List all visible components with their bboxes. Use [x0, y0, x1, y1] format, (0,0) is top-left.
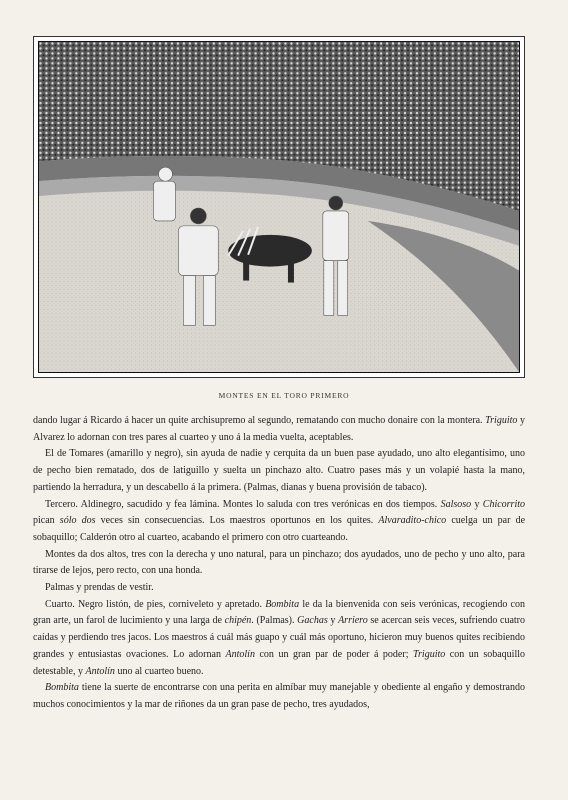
text-run: Palmas y prendas de vestir.: [45, 582, 154, 594]
italic-text: Salsoso: [440, 498, 472, 510]
text-run: y: [471, 498, 483, 510]
text-run: y: [327, 615, 339, 627]
text-run: Montes da dos altos, tres con la derecha y uno natural, para un pinchazo; dos ayudados, uno de pecho y uno alto, para tirarse de lejos, pero recto, con una honda.: [33, 548, 525, 577]
photo-frame: [33, 36, 525, 378]
photo-caption: MONTES EN EL TORO PRIMERO: [218, 391, 350, 400]
paragraph: [33, 547, 525, 580]
text-run: se acercan seis veces, sufriendo cuatro caídas y perdiendo tres jacos. Los maestros á cuál más guapo y cuál más oportuno, hicieron muy buenos quites recibiendo grandes y entusiastas ovaciones. Lo adornan: [33, 615, 525, 660]
text-run: Cuarto. Negro listón, de pies, corniveleto y apretado.: [45, 598, 266, 610]
paragraph: [33, 413, 525, 446]
bullfight-photo-image: [39, 42, 519, 372]
paragraph: [33, 597, 525, 681]
italic-text: Antolín: [225, 648, 255, 660]
text-run: con un gran par de poder á poder;: [254, 648, 414, 660]
italic-text: Gachas: [297, 615, 328, 627]
text-run: tiene la suerte de encontrarse con una perita en almíbar muy manejable y obediente al engaño y demostrando muchos conocimientos y la mar de riñones da un gran pase de pecho, tres ayudados,: [33, 682, 525, 710]
paragraph: [33, 580, 525, 597]
italic-text: Bombita: [45, 682, 79, 694]
paragraph: [33, 497, 525, 547]
italic-text: chipén: [224, 615, 252, 627]
text-run: uno al cuarteo bueno.: [114, 665, 204, 677]
text-run: . (Palmas).: [251, 615, 298, 627]
italic-text: Bombita: [265, 598, 300, 610]
text-run: veces sin consecuencias. Los maestros oportunos en los quites.: [95, 515, 379, 527]
text-run: Tercero. Aldinegro, sacudido y fea lámina. Montes lo saluda con tres verónicas en dos tiempos.: [45, 498, 441, 510]
text-run: le da la bienvenida con seis verónicas, recogiendo con gran arte, un farol de lucimiento y una larga de: [33, 598, 525, 627]
body-text: [33, 413, 525, 714]
italic-text: Triguito: [413, 648, 446, 660]
italic-text: Chicorrito: [482, 498, 526, 510]
italic-text: Triguito: [485, 415, 518, 426]
text-run: El de Tomares (amarillo y negro), sin ayuda de nadie y cerquita da un buen pase ayudado, uno alto elegantísimo, uno de pecho bien rematado, dos de latiguillo y suelta un pinchazo alto. Cuatro pases más y un volapié hasta la mano, partiendo la herradura, y un descabello á la primera. (Palmas, dianas y buena provisión de tabaco).: [33, 448, 525, 493]
paragraph: [33, 446, 525, 496]
text-run: pican: [33, 515, 60, 527]
italic-text: Antolín: [85, 665, 115, 677]
bullfight-photo: [38, 41, 520, 373]
paragraph: [33, 680, 525, 713]
italic-text: sólo dos: [59, 515, 96, 527]
italic-text: Alvaradito-chico: [378, 515, 447, 527]
text-run: con un sobaquillo detestable, y: [33, 648, 525, 677]
text-run: dando lugar á Ricardo á hacer un quite archisupremo al segundo, rematando con mucho donaire con la montera.: [33, 415, 486, 426]
italic-text: Arriero: [338, 615, 368, 627]
text-run: cuelga un par de sobaquillo; Calderón otro al cuarteo, acabando el primero con otro cuarteando.: [33, 515, 526, 543]
text-run: y Alvarez lo adornan con tres pares al cuarteo y uno á la media vuelta, aceptables.: [33, 415, 526, 443]
